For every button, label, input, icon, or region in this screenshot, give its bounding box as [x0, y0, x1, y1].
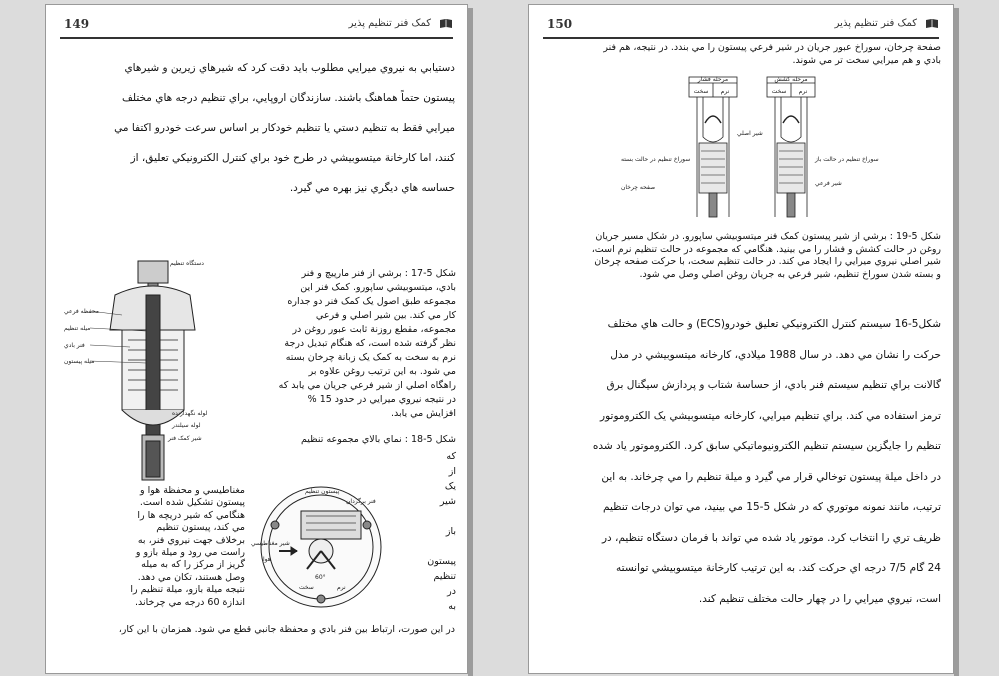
column-word: به: [448, 601, 456, 612]
fig18-caption: شکل 5-18 : نماي بالاي مجموعه تنظيم: [300, 434, 456, 445]
caption-line: بادي، ميتسوبيشي ساپورو. کمک فنر اين: [300, 282, 456, 293]
fig18-label: سخت: [299, 584, 314, 591]
text-line: است، نيروي ميرايي را در چهار حالت مختلف تنظيم کند.: [698, 592, 941, 605]
fig18-label: فنر برگردان: [346, 498, 376, 505]
column-word: شير: [439, 496, 456, 507]
text-line: در داخل ميلة پيستون توخالي قرار مي گيرد و ميلة تنظيم را مي چرخاند. به اين: [601, 470, 941, 483]
right-page-number: 150: [547, 17, 573, 31]
fig19-header: نرم: [720, 88, 730, 95]
fig19-label: سوراخ تنظيم در حالت باز: [815, 156, 879, 163]
fig19-caption: [543, 231, 941, 281]
left-page-number: 149: [64, 17, 90, 31]
fig17-label: لوله سيلندر: [172, 422, 201, 429]
fig18-label: هوا: [263, 556, 271, 563]
fig19-header: سخت: [771, 88, 787, 95]
fig19-label: شير فرعي: [815, 180, 842, 187]
fig19-header: مرحله کشش: [774, 76, 808, 83]
caption-line: شکل 5-19 : برشي از شير پيستون کمک فنر ميتسوبيشي ساپورو. در شکل مسير جريان: [595, 231, 941, 242]
caption-line: و بسته شدن سوراخ تنظيم، شير فرعي به جريان روغن اصلي وصل مي شود.: [639, 268, 941, 280]
caption-line: کار مي کند. بين شير اصلي و فرعي: [315, 310, 456, 321]
column-word: تنظيم: [433, 571, 456, 582]
text-line: مي کند، پيستون تنظيم: [156, 522, 245, 534]
right-body-paragraph: [543, 309, 941, 614]
column-word: از: [448, 466, 456, 477]
book-icon: [439, 18, 453, 29]
fig19-header: نرم: [798, 88, 808, 95]
left-page-header: [60, 15, 453, 39]
fig17-label: محفظه فرعي: [64, 308, 99, 315]
page-shadow: [468, 8, 473, 676]
fig18-label: 60°: [315, 574, 326, 581]
right-page: [528, 4, 954, 674]
text-line: پيستون حتماً هماهنگ باشند. سازندگان اروپايي، براي تنظيم درجه هاي مختلف: [121, 92, 455, 104]
right-header-title: کمک فنر تنظیم پذیر: [834, 18, 917, 29]
text-line: پيستون تشکيل شده است.: [139, 497, 245, 509]
fig19-label: سوراخ تنظيم در حالت بسته: [621, 156, 691, 163]
caption-line: راهگاه اصلي از شير فرعي جريان مي يابد که: [278, 380, 456, 391]
caption-line: نرم به سخت به کمک يک زبانة چرخان بسته: [285, 352, 456, 363]
fig19-label: صفحه چرخان: [621, 184, 656, 191]
page-shadow: [954, 8, 959, 676]
text-line: مغناطيسي و محفظة هوا و: [140, 485, 245, 496]
text-line: صفحة چرخان، سوراخ عبور جريان در شير فرعي پيستون را مي بندد. در نتيجه، هم فنر: [603, 42, 941, 53]
left-page: [45, 4, 468, 674]
column-word: [386, 509, 456, 524]
fig18-right-column: [386, 449, 456, 614]
book-icon: [925, 18, 939, 29]
column-word: که: [446, 451, 456, 462]
caption-line: شکل 5-17 : برشي از فنر مارپيچ و فنر: [301, 268, 456, 279]
caption-line: مي شود. به اين ترتيب روغن علاوه بر: [308, 366, 456, 377]
left-header-title: کمک فنر تنظیم پذیر: [348, 18, 431, 29]
fig17-label: دستگاه تنظيم: [170, 260, 204, 267]
text-line: حرکت را نشان مي دهد. در سال 1988 ميلادي، کارخانه ميتسوبيشي در مدل: [610, 348, 941, 361]
fig18-label: شير مغناطيسي: [251, 540, 290, 547]
text-line: کنند، اما کارخانة ميتسوبيشي در طرح خود براي کنترل الکترونيکي تعليق، از: [130, 152, 455, 164]
text-line: راست مي رود و ميلة بازو و: [135, 547, 245, 559]
text-line: 24 گام 7/5 درجه اي حرکت کند. به اين ترتيب کارخانة ميتسوبيشي توانسته: [616, 562, 941, 574]
text-line: برخلاف جهت نيروي فنر، به: [137, 534, 245, 546]
figure-5-17-coil-air-spring: [60, 255, 230, 485]
caption-line: مجموعه طبق اصول يک کمک فنر دو جداره: [287, 296, 456, 307]
text-line: ظريف تري را انتخاب کرد. موتور ياد شده مي تواند با فرمان دستگاه تنظيم، در: [601, 531, 941, 544]
left-bottom-line: در اين صورت، ارتباط بين فنر بادي و محفظة جانبي قطع مي شود. همزمان با اين کار،: [118, 624, 455, 635]
text-line: شکل5-16 سيستم کنترل الکترونيکي تعليق خودرو(ECS) و حالت هاي مختلف: [607, 318, 941, 330]
fig18-label: نرم: [337, 584, 346, 591]
caption-line: شير اصلي نيروي ميرايي را ايجاد مي کند. در حالت تنظيم سخت، با حرکت صفحه چرخان: [594, 256, 941, 267]
fig17-label: ميله پيستون: [64, 358, 95, 365]
caption-line: روغن در حالت کشش و فشار را مي بينيد. هنگامي که مجموعه در حالت تنظيم نرم است،: [591, 243, 941, 255]
text-line: وصل هستند، تکان مي دهد.: [137, 571, 245, 583]
text-line: ترتيب، مانند نمونه موتوري که در شکل 5-15 مي بينيد، مي توان درجات تنظيم: [603, 501, 941, 513]
fig17-label: فنر بادي: [64, 342, 85, 349]
right-page-header: [543, 15, 939, 39]
column-word: در: [447, 586, 456, 597]
fig17-caption: [236, 267, 456, 421]
fig18-left-paragraph: [60, 485, 245, 609]
column-word: يک: [444, 481, 456, 492]
figure-5-18-adjuster-top-view: [251, 481, 391, 613]
caption-line: در نتيجه نيروي ميرايي در حدود 15 %: [307, 394, 456, 405]
text-line: نتيجه ميلة بازو، ميلة تنظيم را: [130, 584, 245, 596]
caption-line: مجموعه، مقطع روزنة ثابت عبور روغن در: [292, 324, 456, 335]
text-line: بادي و هم ميرايي سخت تر مي شوند.: [792, 55, 941, 66]
fig19-header: سخت: [693, 88, 709, 95]
text-line: ميرايي فقط به تنظيم دستي يا تنظيم خودکار بر اساس سرعت خودرو اکتفا مي: [114, 122, 455, 134]
fig17-label: لوله نگهدارنده: [172, 410, 208, 417]
left-intro-paragraph: [60, 53, 455, 203]
text-line: حساسه هاي ديگري نيز بهره مي گيرد.: [289, 182, 455, 194]
fig17-label: ميله تنظيم: [64, 325, 91, 332]
caption-line: نظر گرفته شده است، که هنگام تبديل درجة: [284, 338, 456, 349]
text-line: ترمز استفاده مي کند. براي تنظيم ميرايي، کارخانه ميتسوبيشي يک الکتروموتور: [600, 409, 941, 422]
text-line: گالانت براي تنظيم سيستم فنر بادي، از حساسة شتاب و پردازش سيگنال برق: [606, 379, 941, 391]
column-word: پيستون: [427, 556, 456, 567]
right-top-paragraph: [543, 41, 941, 67]
fig17-label: شير کمک فنر: [168, 435, 202, 442]
text-line: تنظيم را جايگزين سيستم تنظيم الکترونيوماتيکي سابق کرد. الکتروموتور ياد شده: [592, 440, 941, 452]
column-word: باز: [445, 526, 456, 537]
text-line: گريز از مرکز را که به ميله: [141, 559, 245, 571]
column-word: [386, 539, 456, 554]
fig19-label: شير اصلي: [737, 130, 763, 137]
text-line: دستيابي به نيروي ميرايي مطلوب بايد دقت کرد که شيرهاي زيرين و شيرهاي: [124, 62, 455, 74]
figure-5-19-piston-valve-section: [619, 73, 879, 223]
fig18-label: پيستون تنظيم: [305, 488, 340, 495]
text-line: اندازة 60 درجه مي چرخاند.: [135, 596, 245, 608]
text-line: هنگامي که شير دريچه ها را: [137, 509, 245, 521]
caption-line: افزايش مي يابد.: [390, 408, 456, 419]
fig19-header: مرحله فشار: [697, 76, 729, 83]
